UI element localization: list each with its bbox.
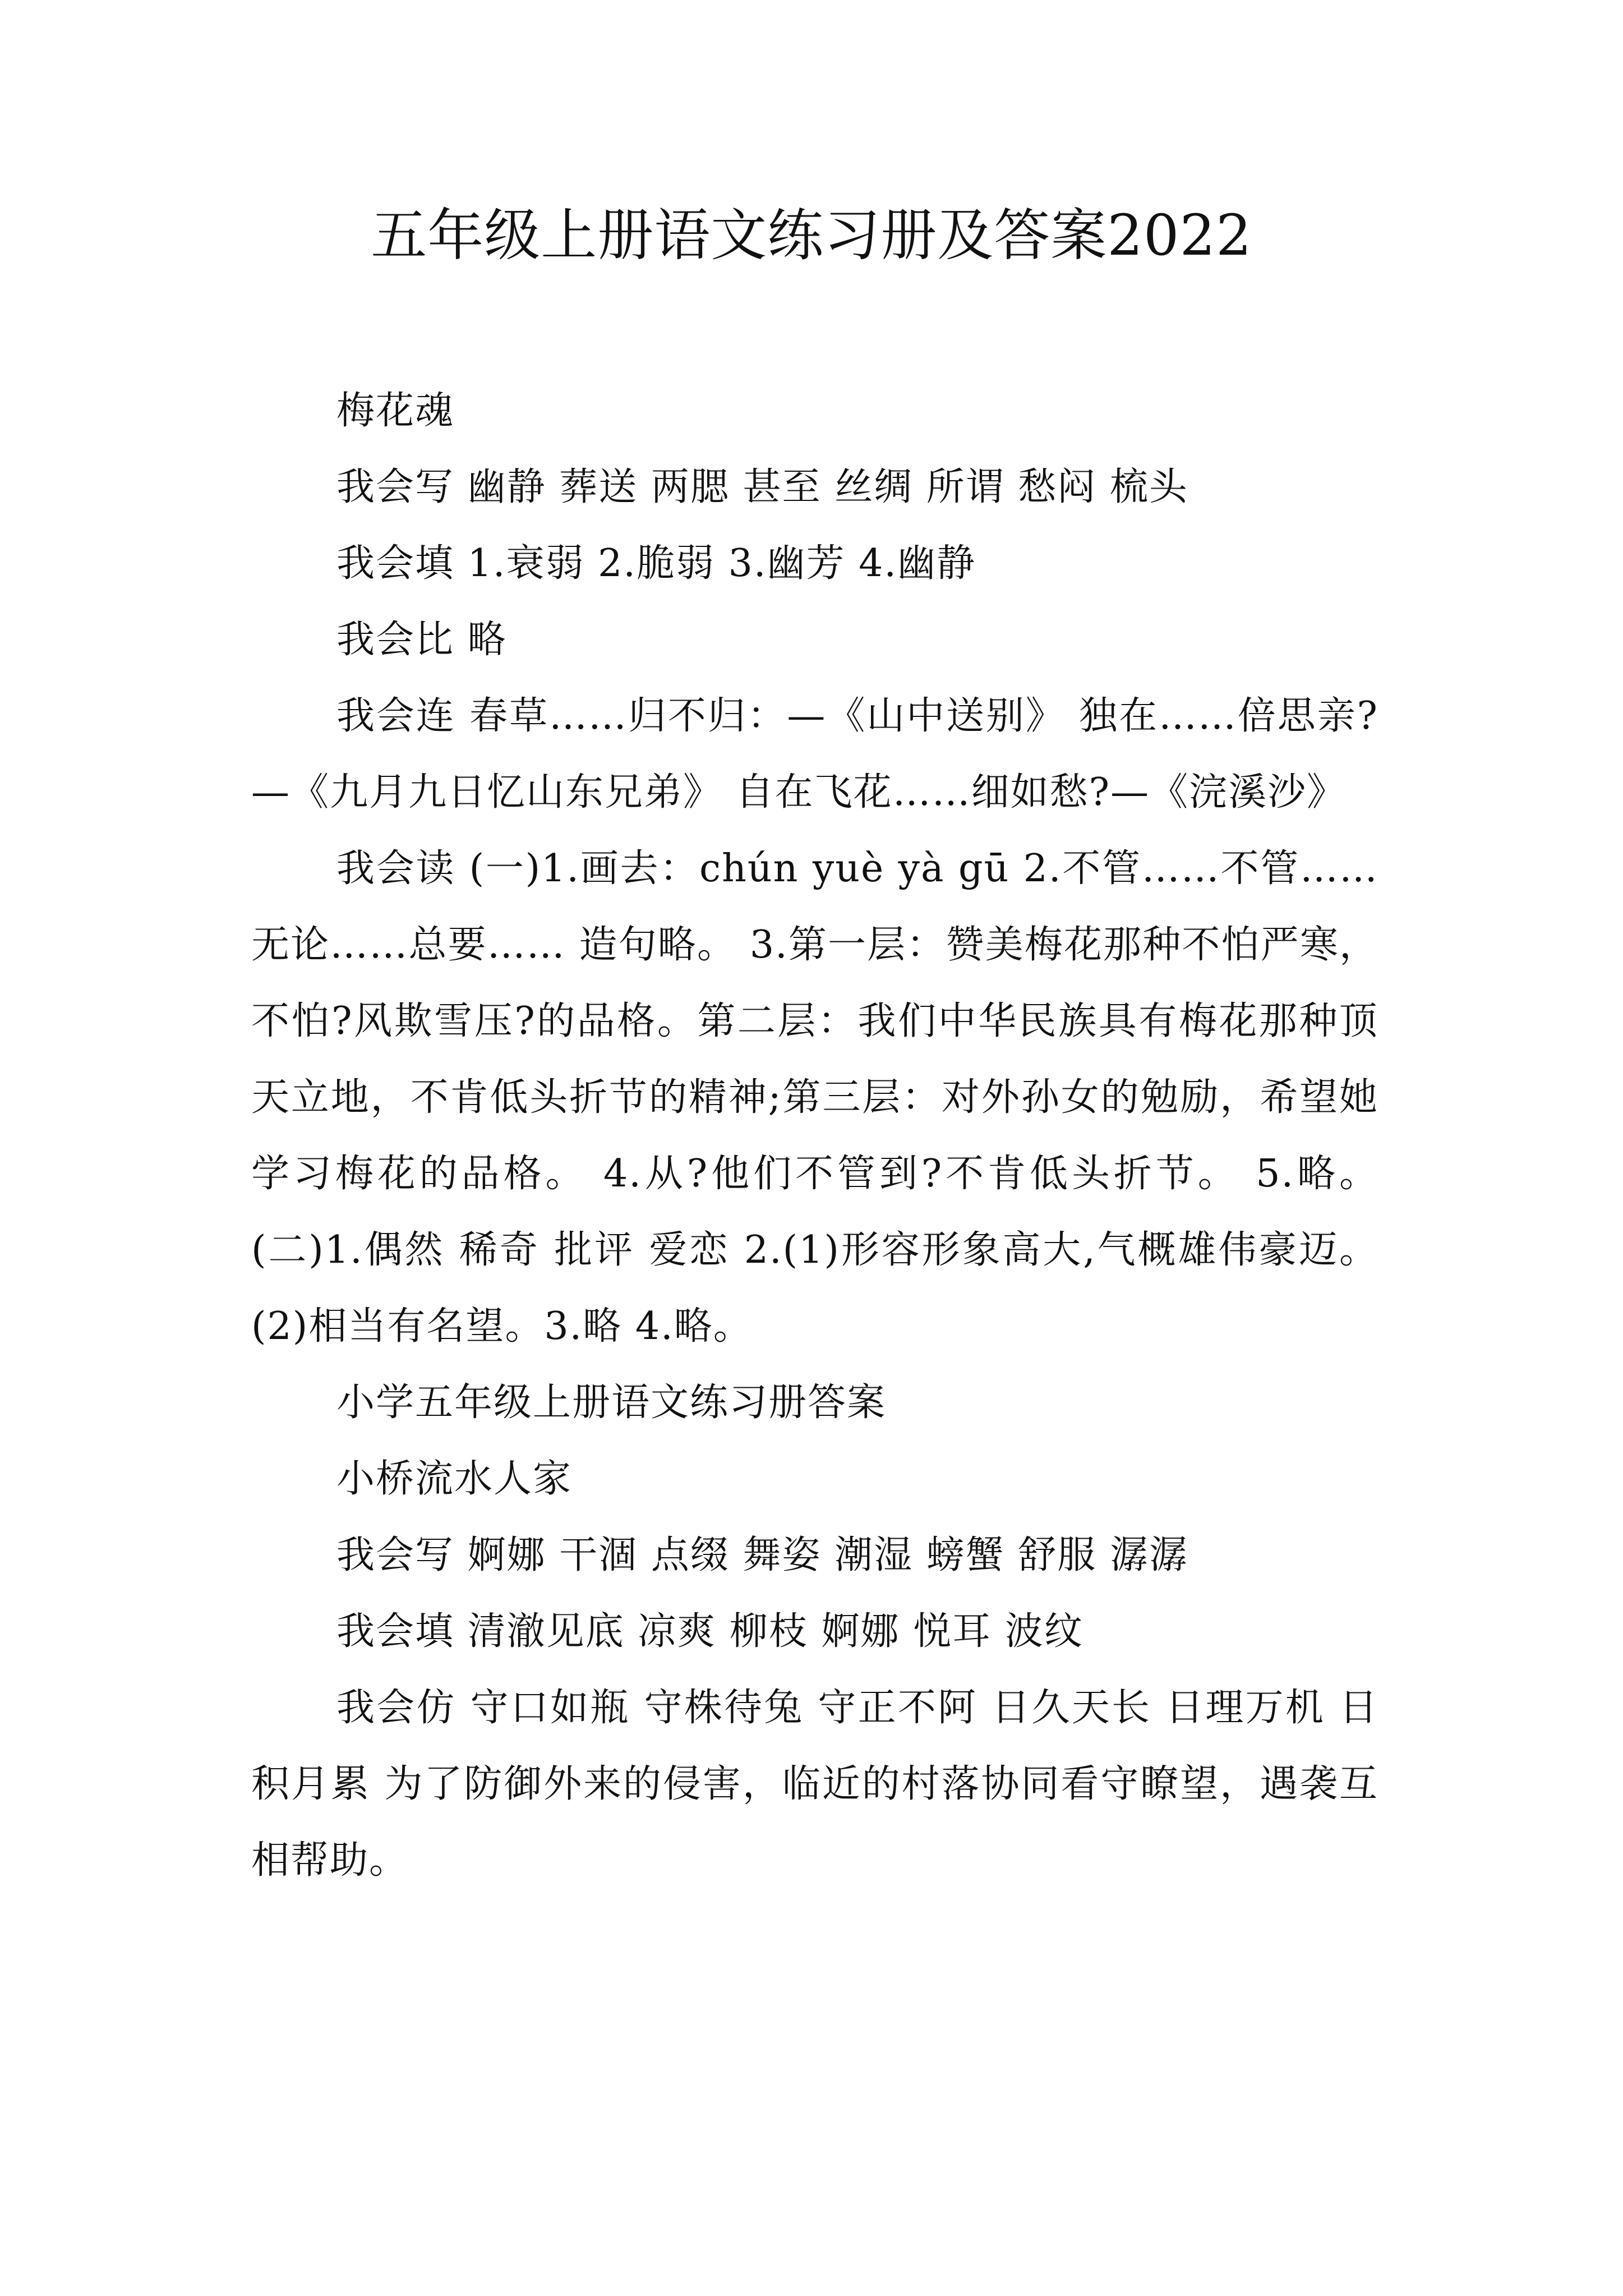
section-heading-workbook: 小学五年级上册语文练习册答案 [336,1381,887,1425]
answer-paragraph: 我会写 幽静 葬送 两腮 甚至 丝绸 所谓 愁闷 梳头 [336,465,1188,509]
document-body [251,373,1378,1899]
answer-paragraph: 我会填 1.衰弱 2.脆弱 3.幽芳 4.幽静 [336,541,976,586]
document-title: 五年级上册语文练习册及答案2022 [371,203,1252,268]
section-heading-xiaoqiao: 小桥流水人家 [336,1457,573,1501]
answer-paragraph: 我会填 清澈见底 凉爽 柳枝 婀娜 悦耳 波纹 [336,1609,1083,1654]
answer-paragraph: 我会比 略 [336,618,507,662]
answer-paragraph: 我会连 春草……归不归：—《山中送别》 独在……倍思亲?—《九月九日忆山东兄弟》 自在飞花……细如愁?—《浣溪沙》 [251,694,1378,815]
answer-paragraph: 我会读 (一)1.画去：chún yuè yà gū 2.不管……不管…… 无论……总要…… 造句略。 3.第一层：赞美梅花那种不怕严寒，不怕?风欺雪压?的品格。第二层：我们中华民族具有梅花那种顶天立地，不肯低头折节的精神;第三层：对外孙女的勉励，希望她学习梅花的品格。 4.从?他们不管到?不肯低头折节。 5.略。 (二)1.偶然 稀奇 批评 爱恋 2.(1)形容形象高大,气概雄伟豪迈。(2)相当有名望。3.略 4.略。 [251,846,1378,1349]
answer-paragraph: 我会写 婀娜 干涸 点缀 舞姿 潮湿 螃蟹 舒服 潺潺 [336,1533,1188,1577]
section-heading-meihuahun: 梅花魂 [336,389,455,433]
answer-paragraph: 我会仿 守口如瓶 守株待兔 守正不阿 日久天长 日理万机 日积月累 为了防御外来的侵害，临近的村落协同看守瞭望，遇袭互相帮助。 [251,1686,1378,1883]
